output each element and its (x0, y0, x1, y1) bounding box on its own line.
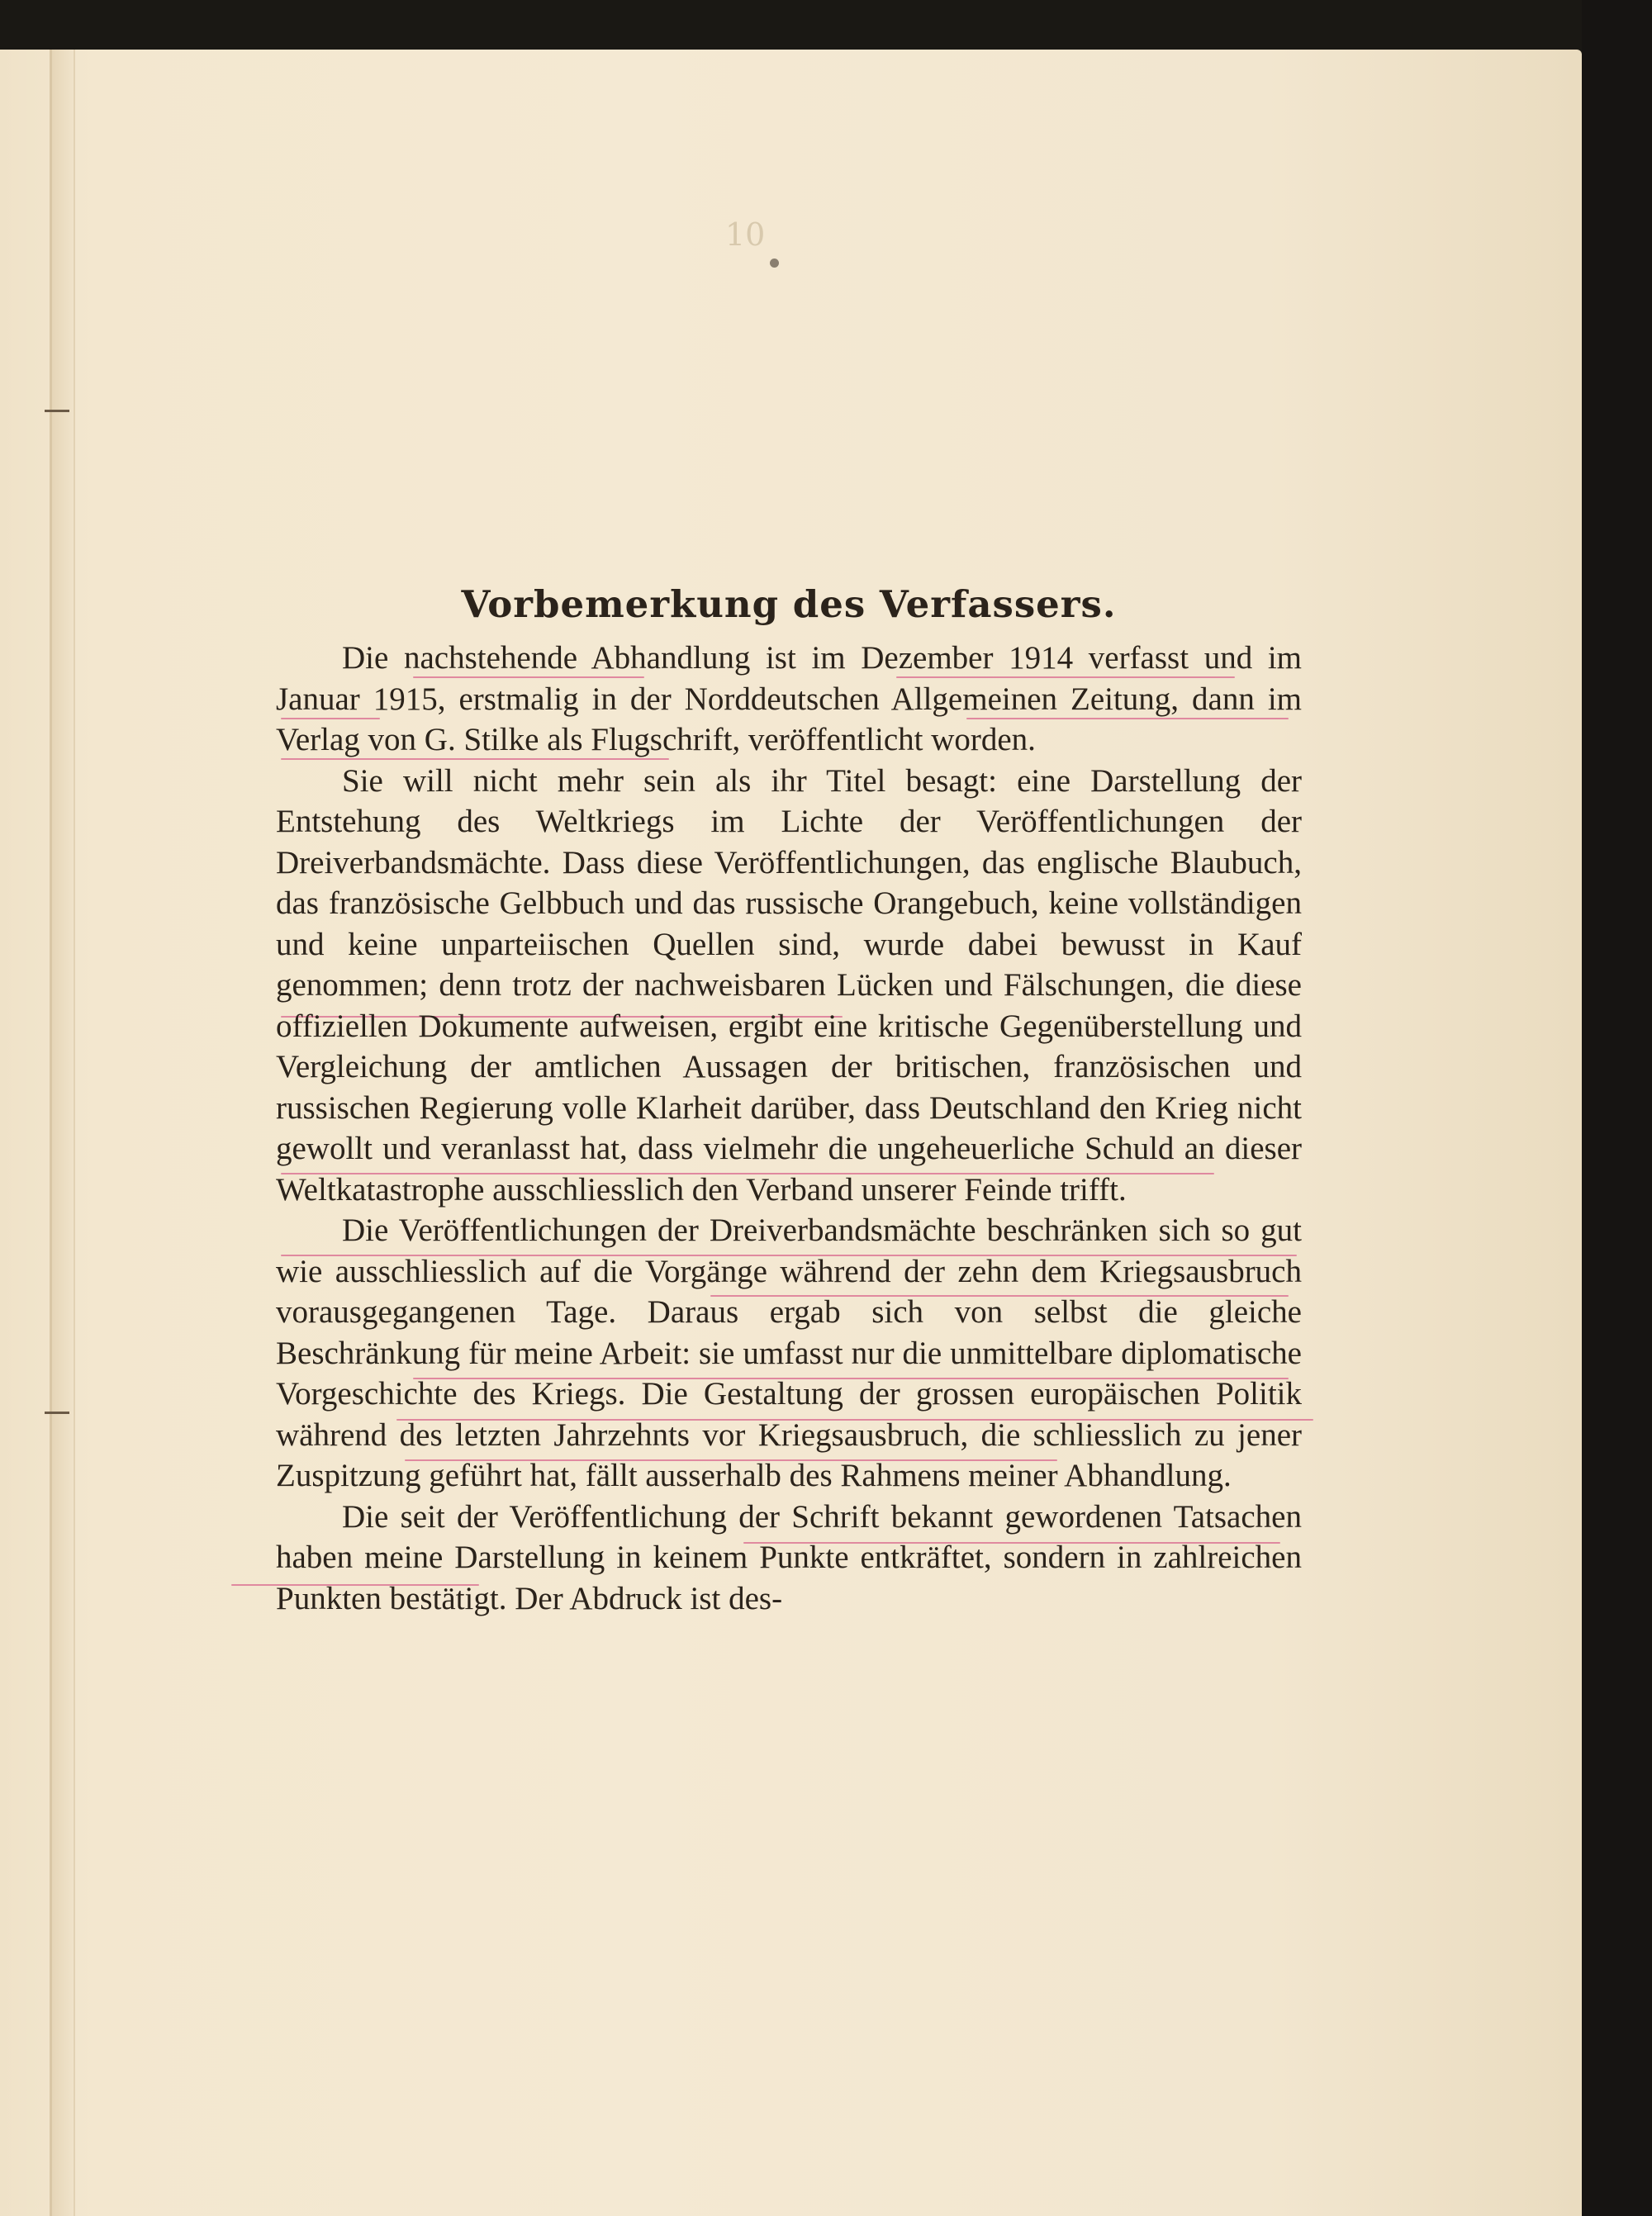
paragraph-2: Sie will nicht mehr sein als ihr Titel besagt: eine Darstellung der Entstehung des Weltkriegs im Lichte der Veröffentlichungen der Dreiverbandsmächte. Dass diese Veröffentlichungen, das englische Blaubuch, das französische Gelbbuch und das russische Orangebuch, keine vollständigen und keine unparteiischen Quellen sind, wurde dabei bewusst in Kauf genommen; denn trotz der nachweisbaren Lücken und Fälschungen, die diese offiziellen Dokumente aufweisen, ergibt eine kritische Gegenüberstellung und Vergleichung der amtlichen Aussagen der britischen, französischen und russischen Regierung volle Klarheit darüber, dass Deutschland den Krieg nicht gewollt und veranlasst hat, dass vielmehr die ungeheuerliche Schuld an dieser Weltkatastrophe ausschliesslich den Verband unserer Feinde trifft. (276, 762, 1302, 1208)
paragraph-4: Die seit der Veröffentlichung der Schrift bekannt gewordenen Tatsachen haben meine Darstellung in keinem Punkte entkräftet, sondern in zahlreichen Punkten bestätigt. Der Abdruck ist des- (276, 1498, 1302, 1616)
main-text (276, 578, 1302, 1619)
gutter-stitch-mark (45, 410, 69, 412)
ink-dot (770, 259, 779, 268)
paragraph-1: Die nachstehende Abhandlung ist im Dezember 1914 verfasst und im Januar 1915, erstmalig in der Norddeutschen Allgemeinen Zeitung, dann im Verlag von G. Stilke als Flugschrift, veröffentlicht worden. (276, 640, 1302, 757)
binding-spine (50, 50, 75, 2216)
page-title: Vorbemerkung des Verfassers. (461, 582, 1117, 626)
scan-background-edge (1582, 0, 1652, 2216)
show-through-page-number: 10 (725, 216, 766, 253)
gutter-stitch-mark (45, 1412, 69, 1414)
paragraph-3: Die Veröffentlichungen der Dreiverbandsmächte beschränken sich so gut wie ausschliesslich auf die Vorgänge während der zehn dem Kriegsausbruch vorausgegangenen Tage. Daraus ergab sich von selbst die gleiche Beschränkung für meine Arbeit: sie umfasst nur die unmittelbare diplomatische Vorgeschichte des Kriegs. Die Gestaltung der grossen europäischen Politik während des letzten Jahrzehnts vor Kriegsausbruch, die schliesslich zu jener Zuspitzung geführt hat, fällt ausserhalb des Rahmens meiner Abhandlung. (276, 1212, 1302, 1493)
